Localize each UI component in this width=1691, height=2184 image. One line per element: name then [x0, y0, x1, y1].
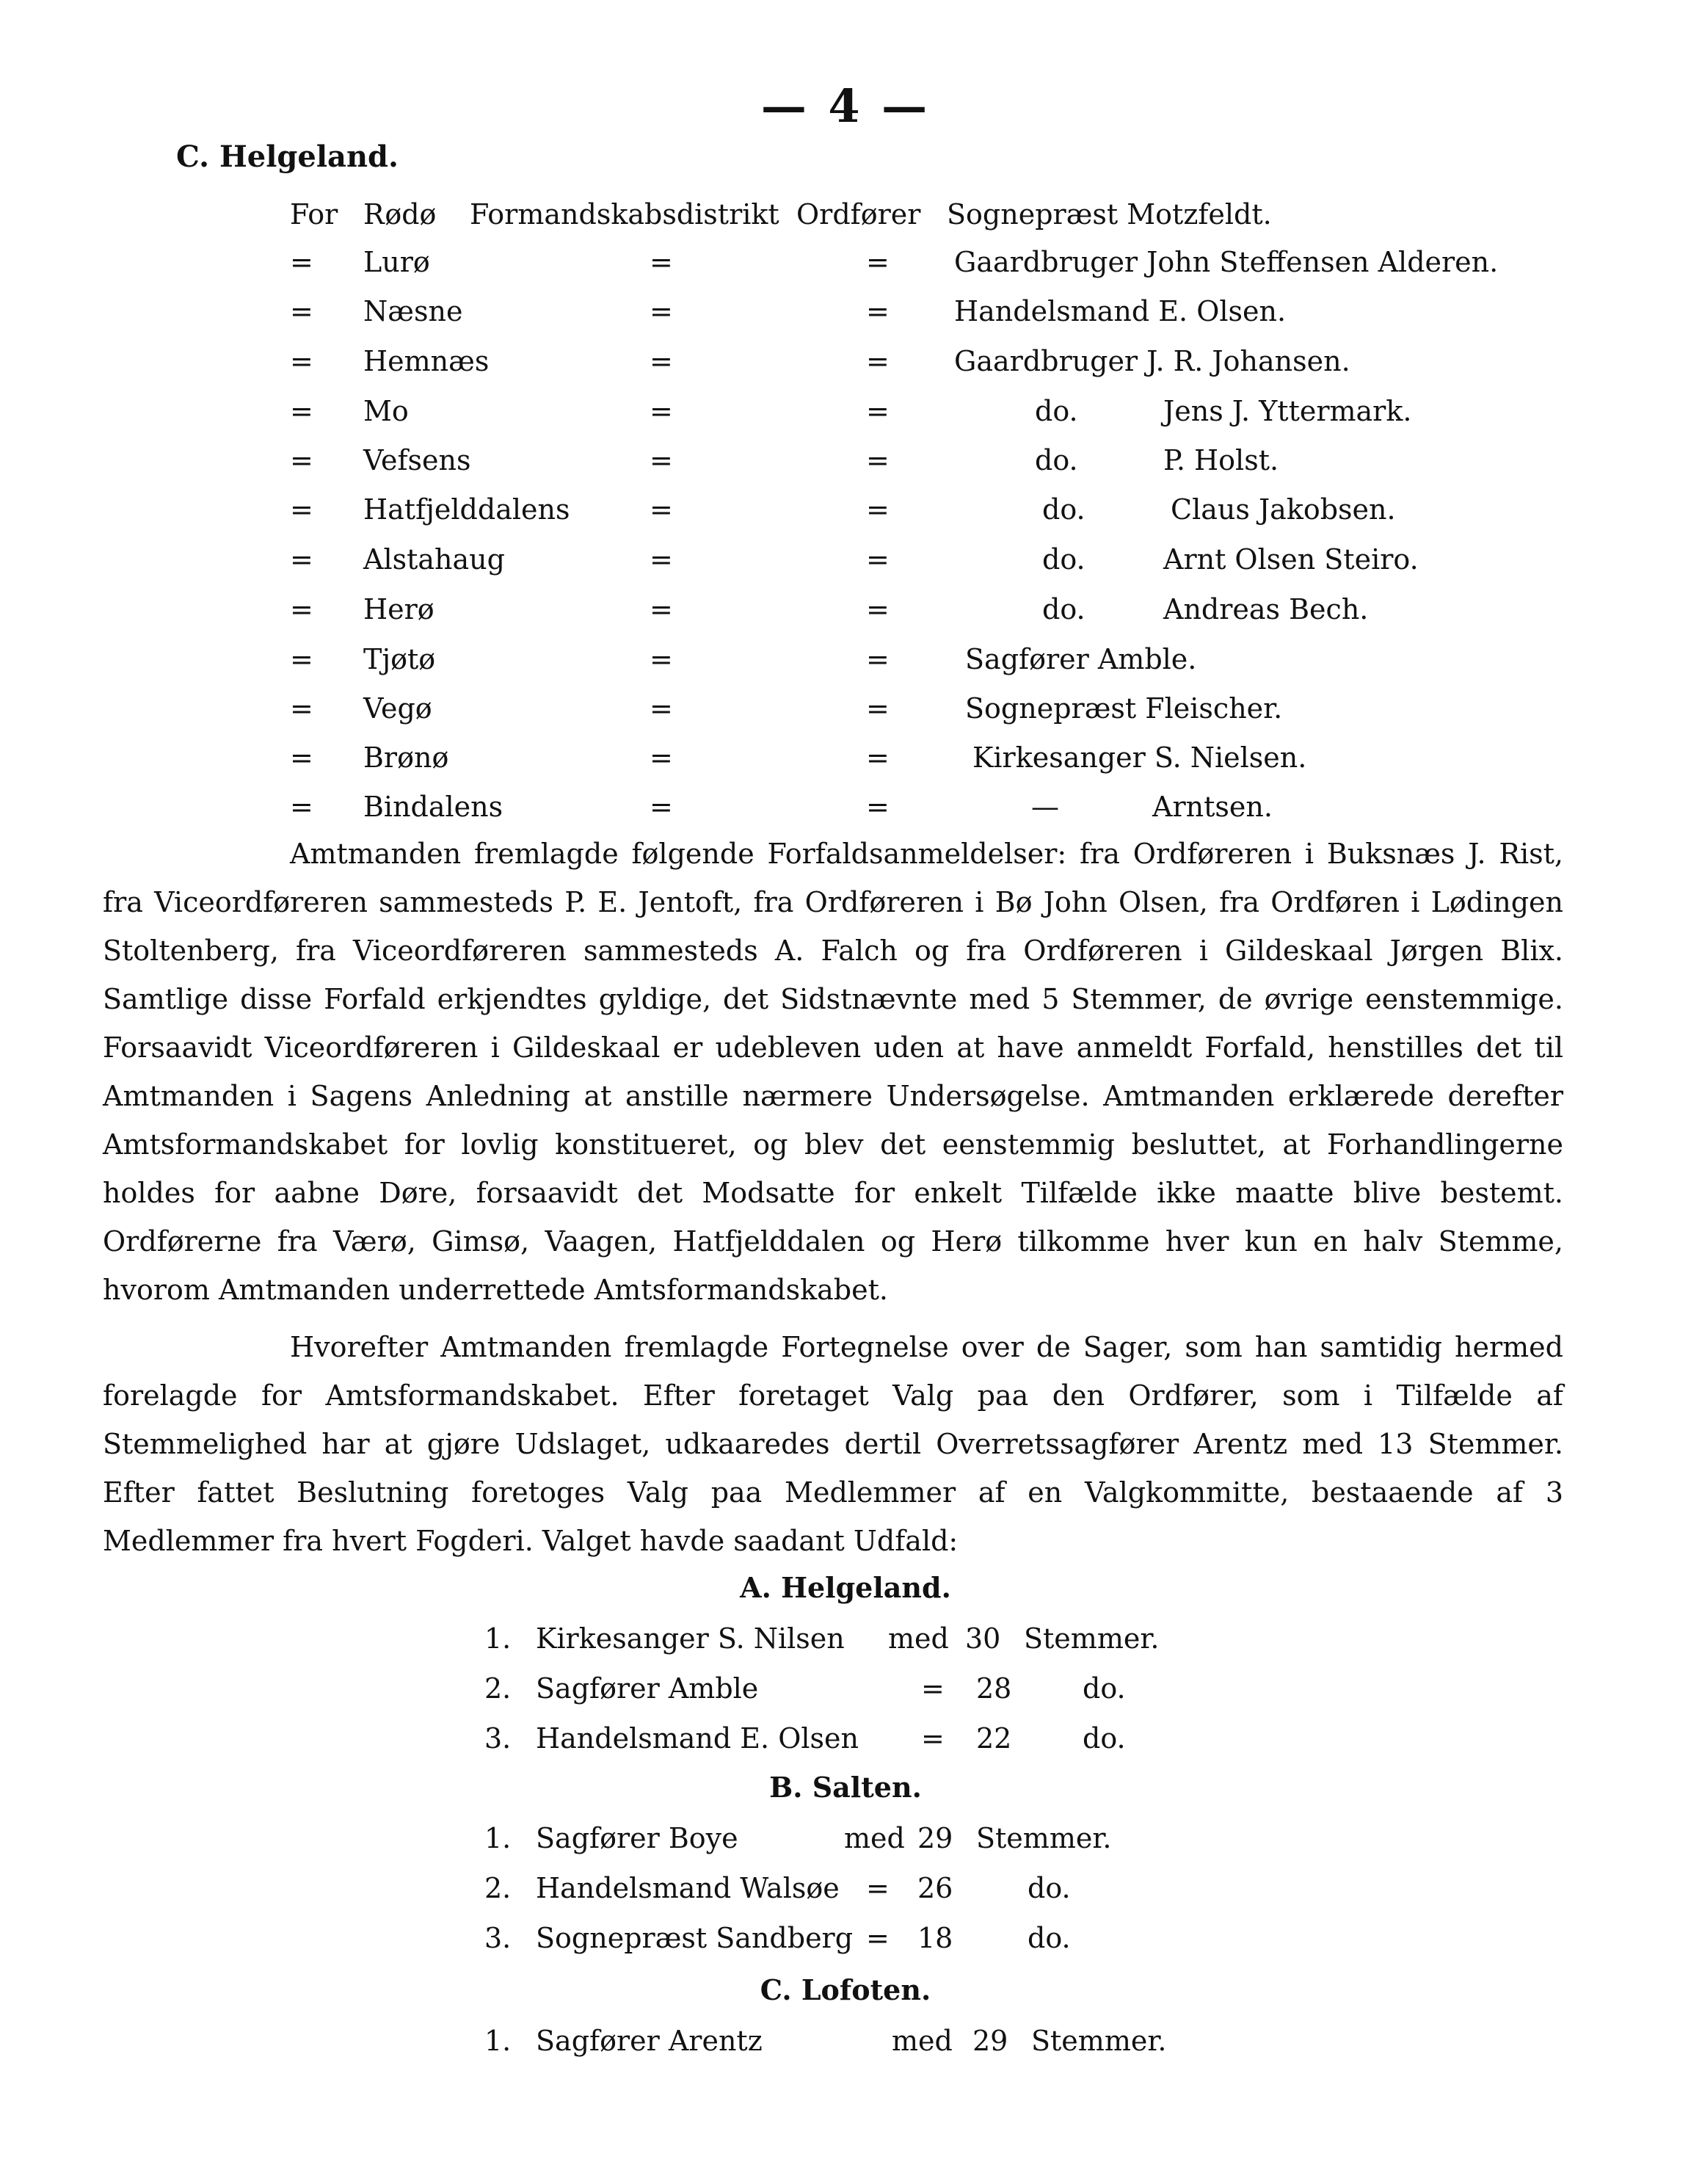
entry-unit: Stemmer. [1024, 1622, 1160, 1655]
district-name: Hemnæs [363, 345, 490, 377]
entry-name: Sagfører Boye [536, 1822, 738, 1854]
ditto-mark: = [650, 791, 673, 823]
person-name: Andreas Bech. [1163, 593, 1369, 625]
ditto-mark: = [650, 246, 673, 278]
entry-name: Sagfører Amble [536, 1672, 759, 1705]
district-name: Rødø [363, 198, 437, 231]
ditto-mark: = [866, 295, 890, 327]
entry-connector: = [866, 1922, 890, 1954]
ditto-mark: = [650, 593, 673, 625]
row-prefix: = [290, 543, 313, 576]
row-prefix: = [290, 395, 313, 427]
entry-connector: med [888, 1622, 949, 1655]
section-heading: C. Helgeland. [176, 139, 399, 174]
election-section-heading: C. Lofoten. [760, 1973, 931, 2006]
district-name: Brønø [363, 741, 449, 774]
entry-votes: 26 [917, 1872, 953, 1904]
paragraph: Hvorefter Amtmanden fremlagde Fortegnelse over de Sager, som han samtidig hermed forelagde for Amtsformandskabet. Efter foretaget Valg paa den Ordfører, som i Tilfælde af Stemmelighed har at gjøre Udslaget, udkaaredes dertil Overretssagfører Arentz med 13 Stemmer. Efter fattet Beslutning foretoges Valg paa Medlemmer af en Valgkommitte, bestaaende af 3 Medlemmer fra hvert Fogderi. Valget havde saadant Udfald: [103, 1331, 1563, 1557]
district-name: Lurø [363, 246, 430, 278]
entry-votes: 22 [976, 1722, 1012, 1755]
person-name: Claus Jakobsen. [1171, 493, 1396, 526]
entry-votes: 29 [972, 2025, 1008, 2057]
ditto-mark: = [866, 791, 890, 823]
ditto-do: do. [1042, 593, 1085, 625]
entry-name: Sognepræst Sandberg [536, 1922, 854, 1954]
ditto-mark: = [650, 395, 673, 427]
entry-unit: do. [1028, 1922, 1071, 1954]
page-number: — 4 — [760, 79, 931, 133]
ditto-mark: = [866, 593, 890, 625]
entry-connector: med [892, 2025, 953, 2057]
entry-number: 3. [484, 1922, 512, 1954]
ditto-mark: = [866, 543, 890, 576]
ditto-do: do. [1035, 395, 1078, 427]
ditto-mark: = [866, 444, 890, 476]
district-name: Vegø [363, 692, 432, 725]
paragraph: Amtmanden fremlagde følgende Forfaldsanmeldelser: fra Ordføreren i Buksnæs J. Rist, fra Viceordføreren sammesteds P. E. Jentoft, fra Ordføreren i Bø John Olsen, fra Ordføren i Lødingen Stoltenberg, fra Viceordføreren sammesteds A. Falch og fra Ordføreren i Gildeskaal Jørgen Blix. Samtlige disse Forfald erkjendtes gyldige, det Sidstnævnte med 5 Stemmer, de øvrige eenstemmige. Forsaavidt Viceordføreren i Gildeskaal er udebleven uden at have anmeldt Forfald, henstilles det til Amtmanden i Sagens Anledning at anstille nærmere Undersøgelse. Amtmanden erklærede derefter Amtsformandskabet for lovlig konstitueret, og blev det eenstemmig besluttet, at Forhandlingerne holdes for aabne Døre, forsaavidt det Modsatte for enkelt Tilfælde ikke maatte blive bestemt. Ordførerne fra Værø, Gimsø, Vaagen, Hatfjelddalen og Herø tilkomme hver kun en halv Stemme, hvorom Amtmanden underrettede Amtsformandskabet. [103, 838, 1563, 1306]
district-name: Hatfjelddalens [363, 493, 570, 526]
entry-number: 1. [484, 1622, 512, 1655]
ditto-mark: = [866, 643, 890, 675]
row-prefix: For [290, 198, 338, 231]
district-name: Vefsens [363, 444, 471, 476]
person-name: P. Holst. [1163, 444, 1279, 476]
entry-connector: = [921, 1722, 945, 1755]
entry-name: Handelsmand E. Olsen [536, 1722, 859, 1755]
role-label: Ordfører [796, 198, 921, 231]
person-name: Gaardbruger J. R. Johansen. [954, 345, 1350, 377]
ditto-mark: = [866, 692, 890, 725]
ditto-mark: = [650, 543, 673, 576]
row-prefix: = [290, 295, 313, 327]
ditto-mark: = [866, 741, 890, 774]
ditto-mark: = [650, 692, 673, 725]
entry-connector: = [866, 1872, 890, 1904]
district-name: Tjøtø [363, 643, 436, 675]
ditto-do: do. [1042, 543, 1085, 576]
ditto-do: do. [1035, 444, 1078, 476]
person-name: Handelsmand E. Olsen. [954, 295, 1287, 327]
ditto-mark: = [866, 493, 890, 526]
entry-unit: Stemmer. [1031, 2025, 1167, 2057]
entry-votes: 18 [917, 1922, 953, 1954]
entry-number: 3. [484, 1722, 512, 1755]
district-name: Alstahaug [363, 543, 505, 576]
entry-unit: do. [1083, 1722, 1126, 1755]
person-name: Sognepræst Fleischer. [965, 692, 1283, 725]
ditto-mark: = [866, 345, 890, 377]
entry-connector: = [921, 1672, 945, 1705]
person-name: Arntsen. [1152, 791, 1273, 823]
row-prefix: = [290, 643, 313, 675]
ditto-mark: = [650, 345, 673, 377]
ditto-mark: = [650, 493, 673, 526]
person-name: Sognepræst Motzfeldt. [947, 198, 1272, 231]
district-name: Bindalens [363, 791, 503, 823]
entry-number: 1. [484, 2025, 512, 2057]
person-name: Arnt Olsen Steiro. [1163, 543, 1419, 576]
person-name: Sagfører Amble. [965, 643, 1197, 675]
entry-name: Handelsmand Walsøe [536, 1872, 840, 1904]
entry-name: Kirkesanger S. Nilsen [536, 1622, 845, 1655]
entry-unit: do. [1083, 1672, 1126, 1705]
row-prefix: = [290, 791, 313, 823]
district-name: Herø [363, 593, 434, 625]
ditto-mark: = [650, 643, 673, 675]
entry-unit: do. [1028, 1872, 1071, 1904]
ditto-mark: = [866, 395, 890, 427]
person-name: Jens J. Yttermark. [1163, 395, 1412, 427]
ditto-do: do. [1042, 493, 1085, 526]
row-prefix: = [290, 444, 313, 476]
row-prefix: = [290, 741, 313, 774]
person-name: Gaardbruger John Steffensen Alderen. [954, 246, 1499, 278]
entry-number: 2. [484, 1672, 512, 1705]
row-prefix: = [290, 493, 313, 526]
entry-votes: 28 [976, 1672, 1012, 1705]
district-label: Formandskabsdistrikt [470, 198, 779, 231]
entry-votes: 30 [965, 1622, 1001, 1655]
row-prefix: = [290, 593, 313, 625]
row-prefix: = [290, 246, 313, 278]
entry-name: Sagfører Arentz [536, 2025, 763, 2057]
ditto-mark: = [650, 444, 673, 476]
entry-connector: med [844, 1822, 905, 1854]
entry-unit: Stemmer. [976, 1822, 1112, 1854]
row-prefix: = [290, 345, 313, 377]
entry-number: 1. [484, 1822, 512, 1854]
person-name: Kirkesanger S. Nielsen. [972, 741, 1307, 774]
ditto-do: — [1031, 791, 1059, 823]
district-name: Næsne [363, 295, 463, 327]
ditto-mark: = [650, 741, 673, 774]
row-prefix: = [290, 692, 313, 725]
ditto-mark: = [866, 246, 890, 278]
election-section-heading: B. Salten. [769, 1771, 922, 1804]
ditto-mark: = [650, 295, 673, 327]
entry-number: 2. [484, 1872, 512, 1904]
election-section-heading: A. Helgeland. [740, 1571, 951, 1604]
entry-votes: 29 [917, 1822, 953, 1854]
district-name: Mo [363, 395, 409, 427]
